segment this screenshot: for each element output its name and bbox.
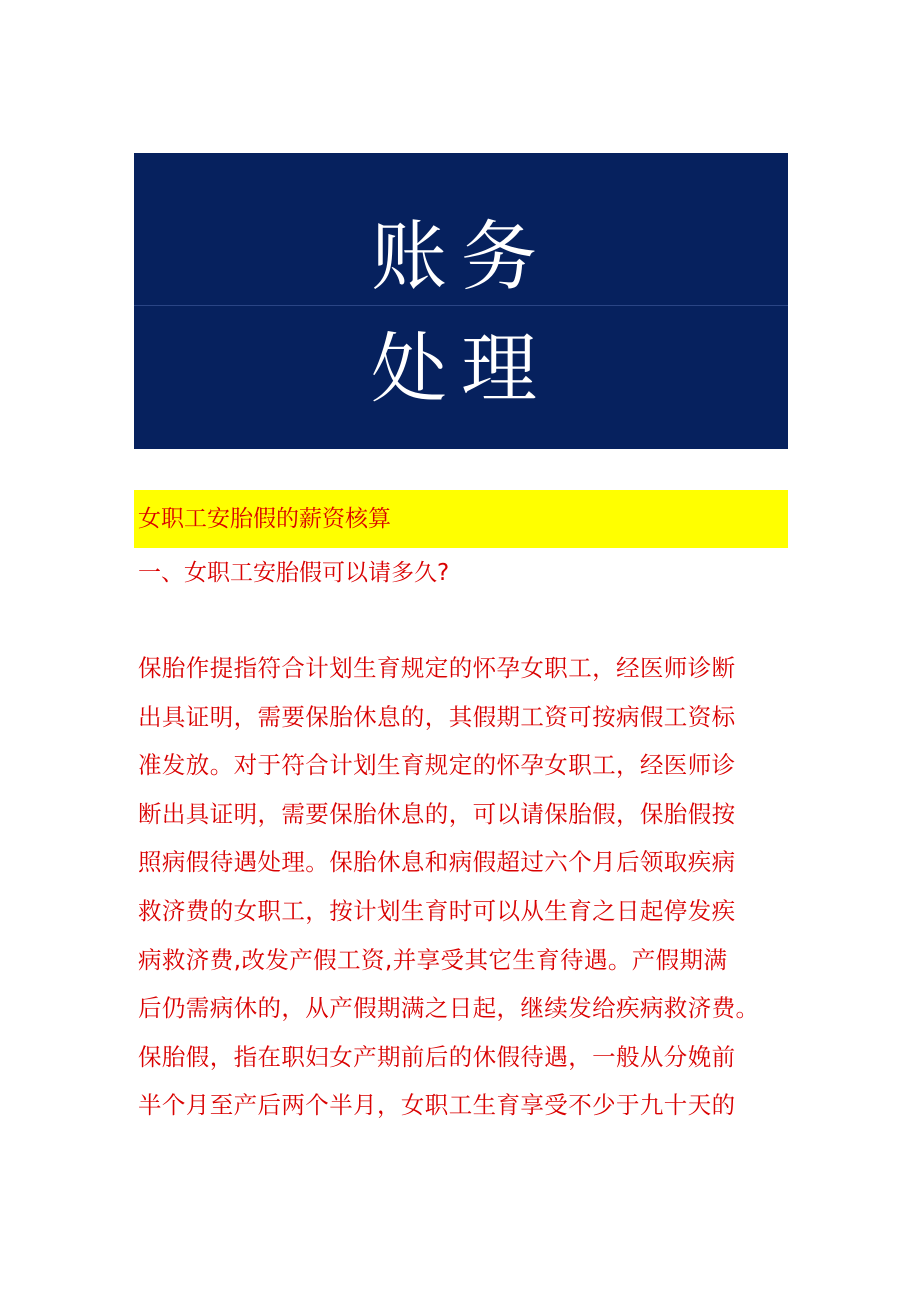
body-line: 准发放。对于符合计划生育规定的怀孕女职工，经医师诊 — [138, 751, 736, 780]
body-line: 保胎作提指符合计划生育规定的怀孕女职工，经医师诊断 — [138, 654, 736, 682]
body-line: 后仍需病休的，从产假期满之日起，继续发给疾病救济费。 — [138, 994, 760, 1023]
banner-divider — [134, 305, 788, 306]
body-text — [138, 650, 788, 1136]
body-line: 保胎假，指在职妇女产期前后的休假待遇，一般从分娩前 — [138, 1042, 736, 1071]
body-line: 断出具证明，需要保胎休息的，可以请保胎假，保胎假按 — [138, 799, 736, 828]
body-line: 出具证明，需要保胎休息的，其假期工资可按病假工资标 — [138, 702, 736, 731]
body-line: 半个月至产后两个半月，女职工生育享受不少于九十天的 — [138, 1091, 736, 1120]
banner-title-line-2: 处理 — [371, 324, 551, 413]
title-banner — [134, 153, 788, 449]
article-title: 女职工安胎假的薪资核算 — [138, 506, 391, 532]
section-heading: 一、女职工安胎假可以请多久? — [138, 560, 450, 586]
body-line: 病救济费,改发产假工资,并享受其它生育待遇。产假期满 — [138, 945, 728, 974]
banner-title-line-1: 账务 — [371, 212, 551, 301]
body-line: 救济费的女职工，按计划生育时可以从生育之日起停发疾 — [138, 896, 736, 925]
body-line: 照病假待遇处理。保胎休息和病假超过六个月后领取疾病 — [138, 848, 736, 877]
